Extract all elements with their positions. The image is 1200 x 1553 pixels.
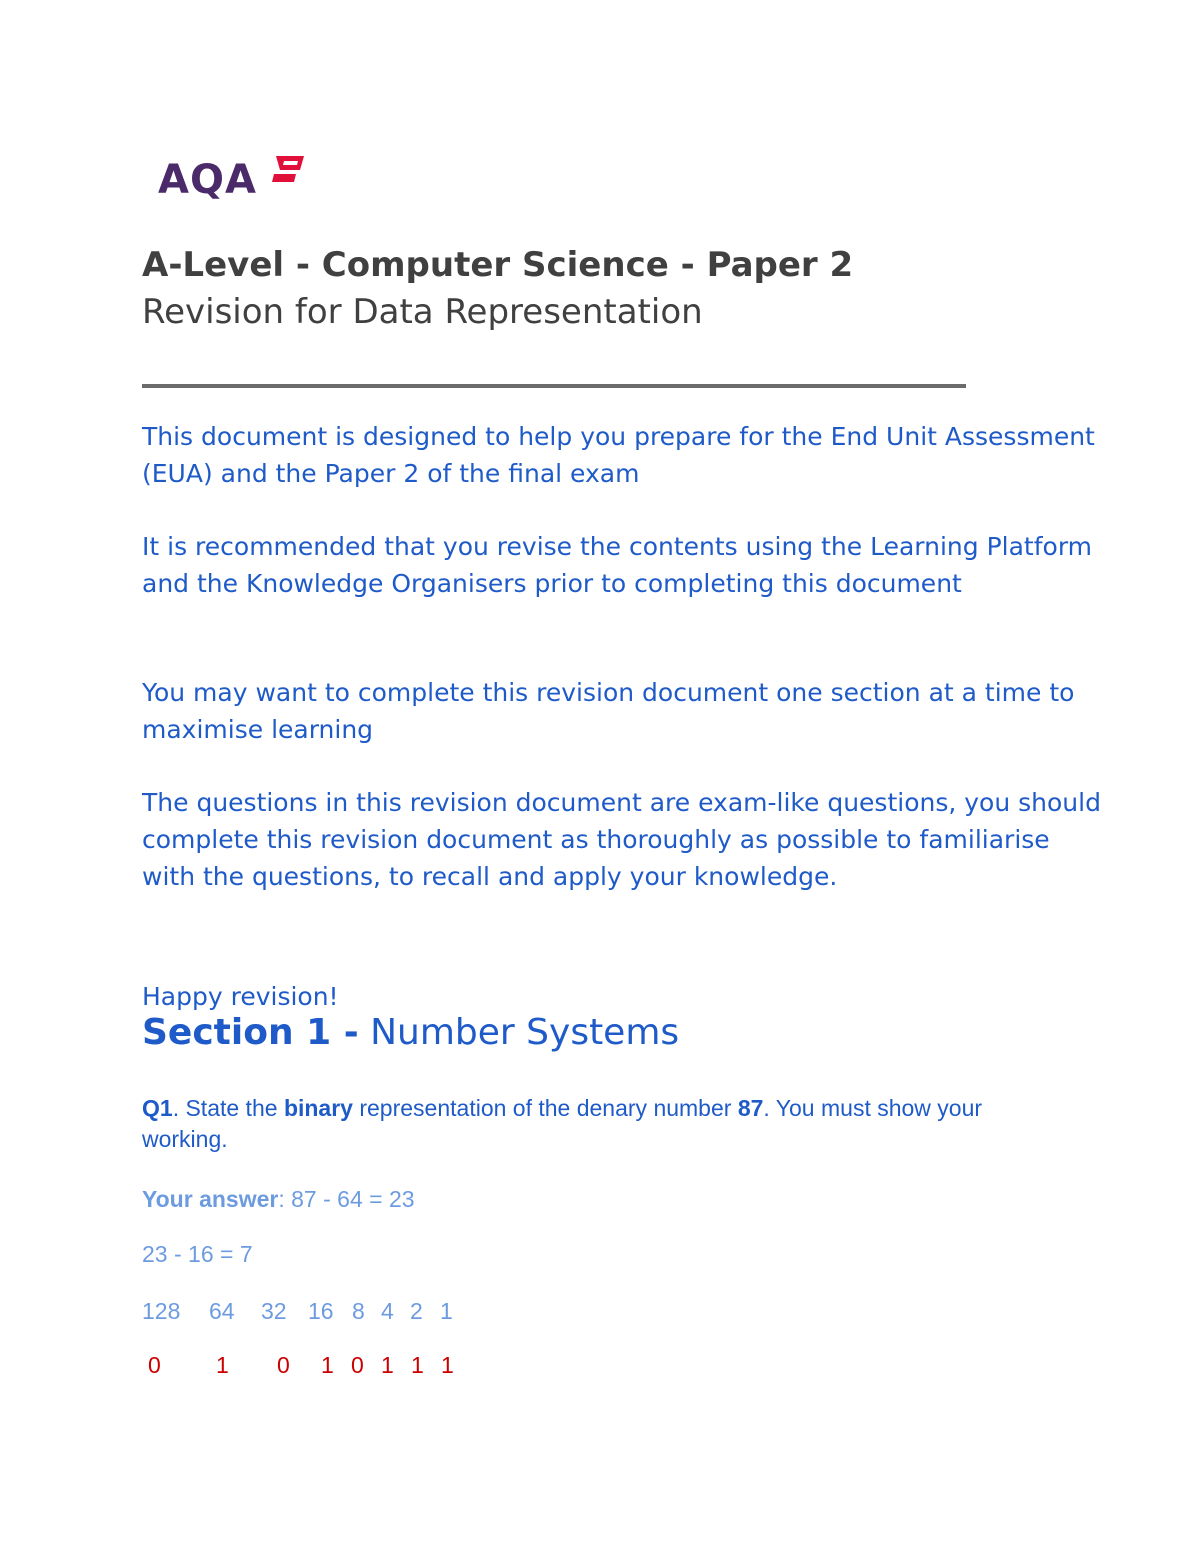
binary-bit: 1 — [216, 1352, 229, 1378]
answer-label: Your answer — [142, 1186, 279, 1212]
question-q1 — [142, 1093, 1042, 1155]
binary-bit: 1 — [441, 1352, 454, 1378]
question-keyword: binary — [283, 1095, 353, 1121]
section-heading — [142, 1012, 679, 1053]
intro-paragraph-pacing: You may want to complete this revision document one section at a time to maximise learning — [142, 678, 1075, 744]
place-value: 16 — [308, 1298, 334, 1324]
logo-text: AQA — [158, 157, 257, 203]
logo-mark-icon — [270, 152, 306, 188]
title-divider — [142, 384, 966, 388]
intro-closing: Happy revision! — [142, 982, 339, 1011]
place-value: 8 — [352, 1298, 365, 1324]
answer-working-1: : 87 - 64 = 23 — [278, 1186, 415, 1212]
answer-line-1 — [142, 1186, 415, 1213]
question-denary-value: 87 — [737, 1095, 764, 1121]
binary-bit: 0 — [351, 1352, 364, 1378]
place-value: 128 — [142, 1298, 181, 1324]
section-name: Number Systems — [358, 1012, 680, 1053]
question-text-2: representation of the denary number — [352, 1095, 738, 1121]
page-subtitle: Revision for Data Representation — [142, 292, 703, 332]
place-value: 64 — [209, 1298, 235, 1324]
binary-bit: 0 — [148, 1352, 161, 1378]
question-number: Q1 — [142, 1095, 173, 1121]
aqa-logo — [158, 150, 308, 210]
place-value: 4 — [381, 1298, 394, 1324]
question-text-3: . You must show your working. — [142, 1095, 983, 1152]
binary-bit: 1 — [321, 1352, 334, 1378]
intro-paragraph-purpose: This document is designed to help you prepare for the End Unit Assessment (EUA) and the Paper 2 of the final exam — [142, 422, 1095, 488]
place-value: 32 — [261, 1298, 287, 1324]
intro-paragraph-recommendation: It is recommended that you revise the contents using the Learning Platform and the Knowledge Organisers prior to completing this document — [142, 532, 1093, 598]
question-text-1: . State the — [172, 1095, 284, 1121]
place-value: 2 — [410, 1298, 423, 1324]
intro-paragraph-questions: The questions in this revision document are exam-like questions, you should complete this revision document as thoroughly as possible to familiarise with the questions, to recall and apply your knowledge. — [142, 788, 1101, 891]
binary-bit: 1 — [381, 1352, 394, 1378]
page-title: A-Level - Computer Science - Paper 2 — [142, 245, 854, 285]
answer-line-2: 23 - 16 = 7 — [142, 1241, 253, 1267]
binary-bit: 1 — [411, 1352, 424, 1378]
binary-bit: 0 — [277, 1352, 290, 1378]
place-value: 1 — [440, 1298, 453, 1324]
section-label: Section 1 - — [142, 1012, 359, 1053]
